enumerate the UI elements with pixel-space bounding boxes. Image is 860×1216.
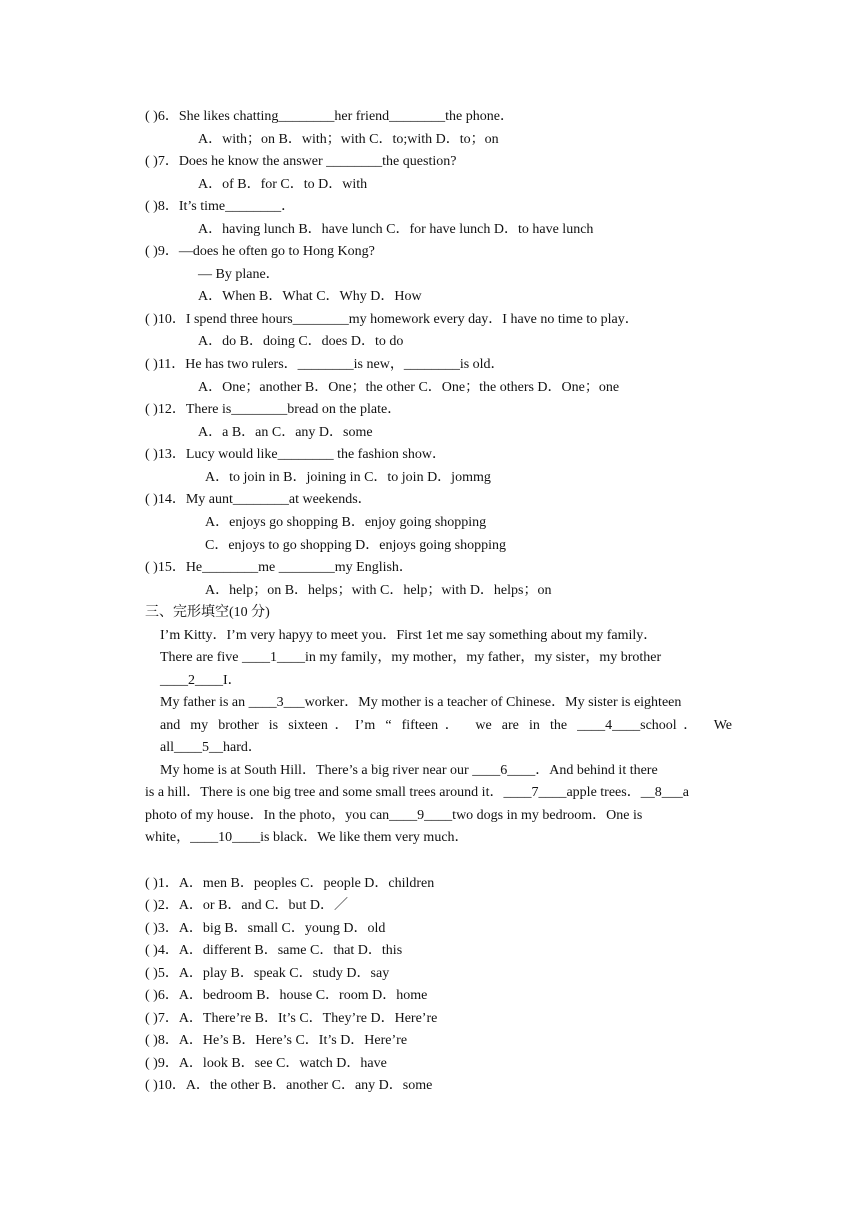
cloze-option-8: ( )8．A．He’s B．Here’s C．It’s D．Here’re: [145, 1033, 408, 1048]
question-13: ( )13．Lucy would like________ the fashion show．: [145, 447, 446, 462]
cloze-option-4: ( )4．A．different B．same C．that D．this: [145, 943, 403, 958]
cloze-option-1: ( )1．A．men B．peoples C．people D．children: [145, 876, 435, 891]
passage-line: ____2____I．: [160, 673, 242, 688]
question-7: ( )7．Does he know the answer ________the question?: [145, 154, 457, 169]
cloze-option-5: ( )5．A．play B．speak C．study D．say: [145, 966, 390, 981]
question-15: ( )15．He________me ________my English．: [145, 560, 413, 575]
question-14-options-cd: C．enjoys to go shopping D．enjoys going shopping: [205, 538, 507, 553]
question-7-options: A．of B．for C．to D．with: [198, 177, 368, 192]
question-10: ( )10．I spend three hours________my homework every day．I have no time to play．: [145, 312, 639, 327]
question-8: ( )8．It’s time________．: [145, 199, 296, 214]
question-11: ( )11．He has two rulers．________is new，________is old．: [145, 357, 505, 372]
question-13-options: A．to join in B．joining in C．to join D．jommg: [205, 470, 491, 485]
cloze-option-3: ( )3．A．big B．small C．young D．old: [145, 921, 386, 936]
cloze-option-10: ( )10．A．the other B．another C．any D．some: [145, 1078, 433, 1093]
cloze-option-2: ( )2．A．or B．and C．but D．／: [145, 898, 348, 913]
cloze-option-7: ( )7．A．There’re B．It’s C．They’re D．Here’re: [145, 1011, 438, 1026]
passage-line: My home is at South Hill．There’s a big river near our ____6____．And behind it there: [160, 763, 658, 778]
passage-line: There are five ____1____in my family，my mother，my father，my sister，my brother: [160, 650, 662, 665]
question-6: ( )6．She likes chatting________her friend________the phone．: [145, 109, 514, 124]
question-10-options: A．do B．doing C．does D．to do: [198, 334, 404, 349]
passage-line: photo of my house．In the photo，you can____9____two dogs in my bedroom．One is: [145, 808, 643, 823]
question-9-options: A．When B．What C．Why D．How: [198, 289, 422, 304]
passage-line: I’m Kitty．I’m very hapyy to meet you．First 1et me say something about my family．: [160, 628, 658, 643]
passage-line: all____5__hard．: [160, 740, 262, 755]
passage-line: white，____10____is black．We like them very much．: [145, 830, 469, 845]
question-12: ( )12．There is________bread on the plate．: [145, 402, 402, 417]
passage-line: is a hill．There is one big tree and some small trees around it．____7____apple trees．__8___a: [145, 785, 689, 800]
question-12-options: A．a B．an C．any D．some: [198, 425, 373, 440]
question-11-options: A．One；another B．One；the other C．One；the others D．One；one: [198, 380, 620, 395]
question-14: ( )14．My aunt________at weekends．: [145, 492, 372, 507]
question-9-answer-line: — By plane．: [198, 267, 280, 282]
question-9: ( )9．—does he often go to Hong Kong?: [145, 244, 375, 259]
section-heading-cloze: 三、完形填空(10 分): [145, 605, 270, 620]
question-15-options: A．help；on B．helps；with C．help；with D．helps；on: [205, 583, 552, 598]
question-6-options: A．with；on B．with；with C．to;with D．to；on: [198, 132, 499, 147]
passage-line: and my brother is sixteen．I’m “ fifteen． we are in the ____4____school． We: [160, 718, 732, 733]
question-14-options-ab: A．enjoys go shopping B．enjoy going shopping: [205, 515, 487, 530]
passage-line: My father is an ____3___worker．My mother is a teacher of Chinese．My sister is eighteen: [160, 695, 682, 710]
cloze-option-6: ( )6．A．bedroom B．house C．room D．home: [145, 988, 428, 1003]
cloze-option-9: ( )9．A．look B．see C．watch D．have: [145, 1056, 387, 1071]
question-8-options: A．having lunch B．have lunch C．for have lunch D．to have lunch: [198, 222, 594, 237]
